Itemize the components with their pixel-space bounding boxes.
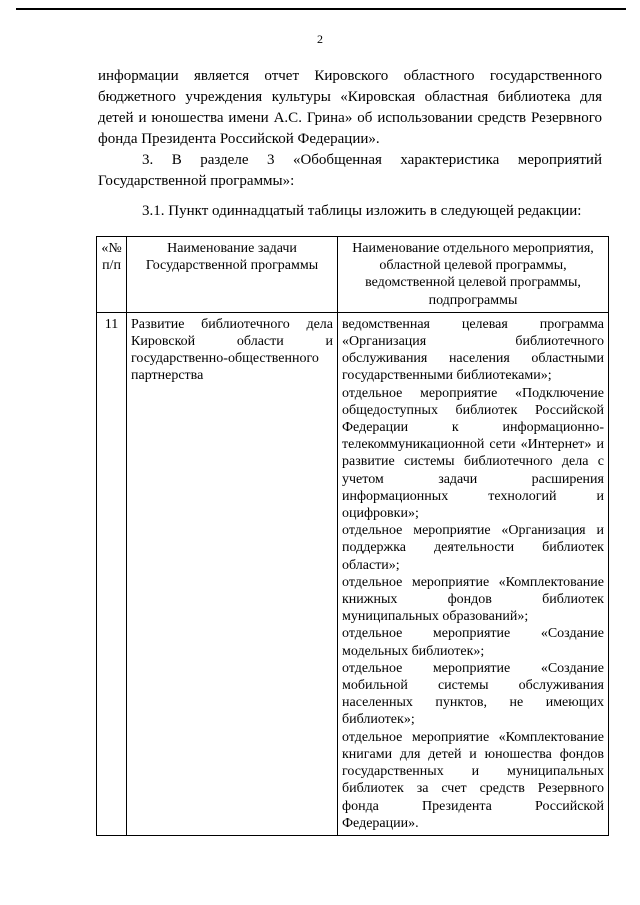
program-table <box>96 236 609 836</box>
event-item: отдельное мероприятие «Комплектование книгами для детей и юношества фондов государственных и муниципальных библиотек за счет средств Резервного фонда Президента Российской Федерации». <box>342 729 604 831</box>
paragraph-section-3: 3. В разделе 3 «Обобщенная характеристика мероприятий Государственной программы»: <box>98 152 602 189</box>
event-item: отдельное мероприятие «Комплектование книжных фондов библиотек муниципальных образований»; <box>342 574 604 625</box>
event-item: отдельное мероприятие «Организация и поддержка деятельности библиотек области»; <box>342 523 604 573</box>
header-task: Наименование задачи Государственной программы <box>127 237 338 313</box>
header-events: Наименование отдельного мероприятия, областной целевой программы, ведомственной целевой программы, подпрограммы <box>338 237 609 313</box>
event-item: отдельное мероприятие «Подключение общедоступных библиотек Российской Федерации к информационно-телекоммуникационной сети «Интернет» и развитие системы библиотечного дела с учетом задачи расширения информационных технологий и оцифровки»; <box>342 385 604 522</box>
page-number: 2 <box>317 32 323 46</box>
paragraph-item-3-1: 3.1. Пункт одиннадцатый таблицы изложить в следующей редакции: <box>142 203 582 219</box>
row-number: 11 <box>97 312 127 835</box>
event-item: ведомственная целевая программа «Организация библиотечного обслуживания населения областными государственными библиотеками»; <box>342 316 604 384</box>
top-rule <box>16 8 626 10</box>
table-row <box>97 312 609 835</box>
row-task: Развитие библиотечного дела Кировской области и государственно-общественного партнерства <box>127 312 338 835</box>
paragraph-report-info: информации является отчет Кировского областного государственного бюджетного учреждения культуры «Кировская областная библиотека для детей и юношества имени А.С. Грина» об использовании средств Резервного фонда Президента Российской Федерации». <box>98 68 602 147</box>
row-events <box>338 312 609 835</box>
table-header-row <box>97 237 609 313</box>
header-number: «№ п/п <box>97 237 127 313</box>
event-item: отдельное мероприятие «Создание мобильной системы обслуживания населенных пунктов, не имеющих библиотек»; <box>342 660 604 728</box>
event-item: отдельное мероприятие «Создание модельных библиотек»; <box>342 626 604 659</box>
